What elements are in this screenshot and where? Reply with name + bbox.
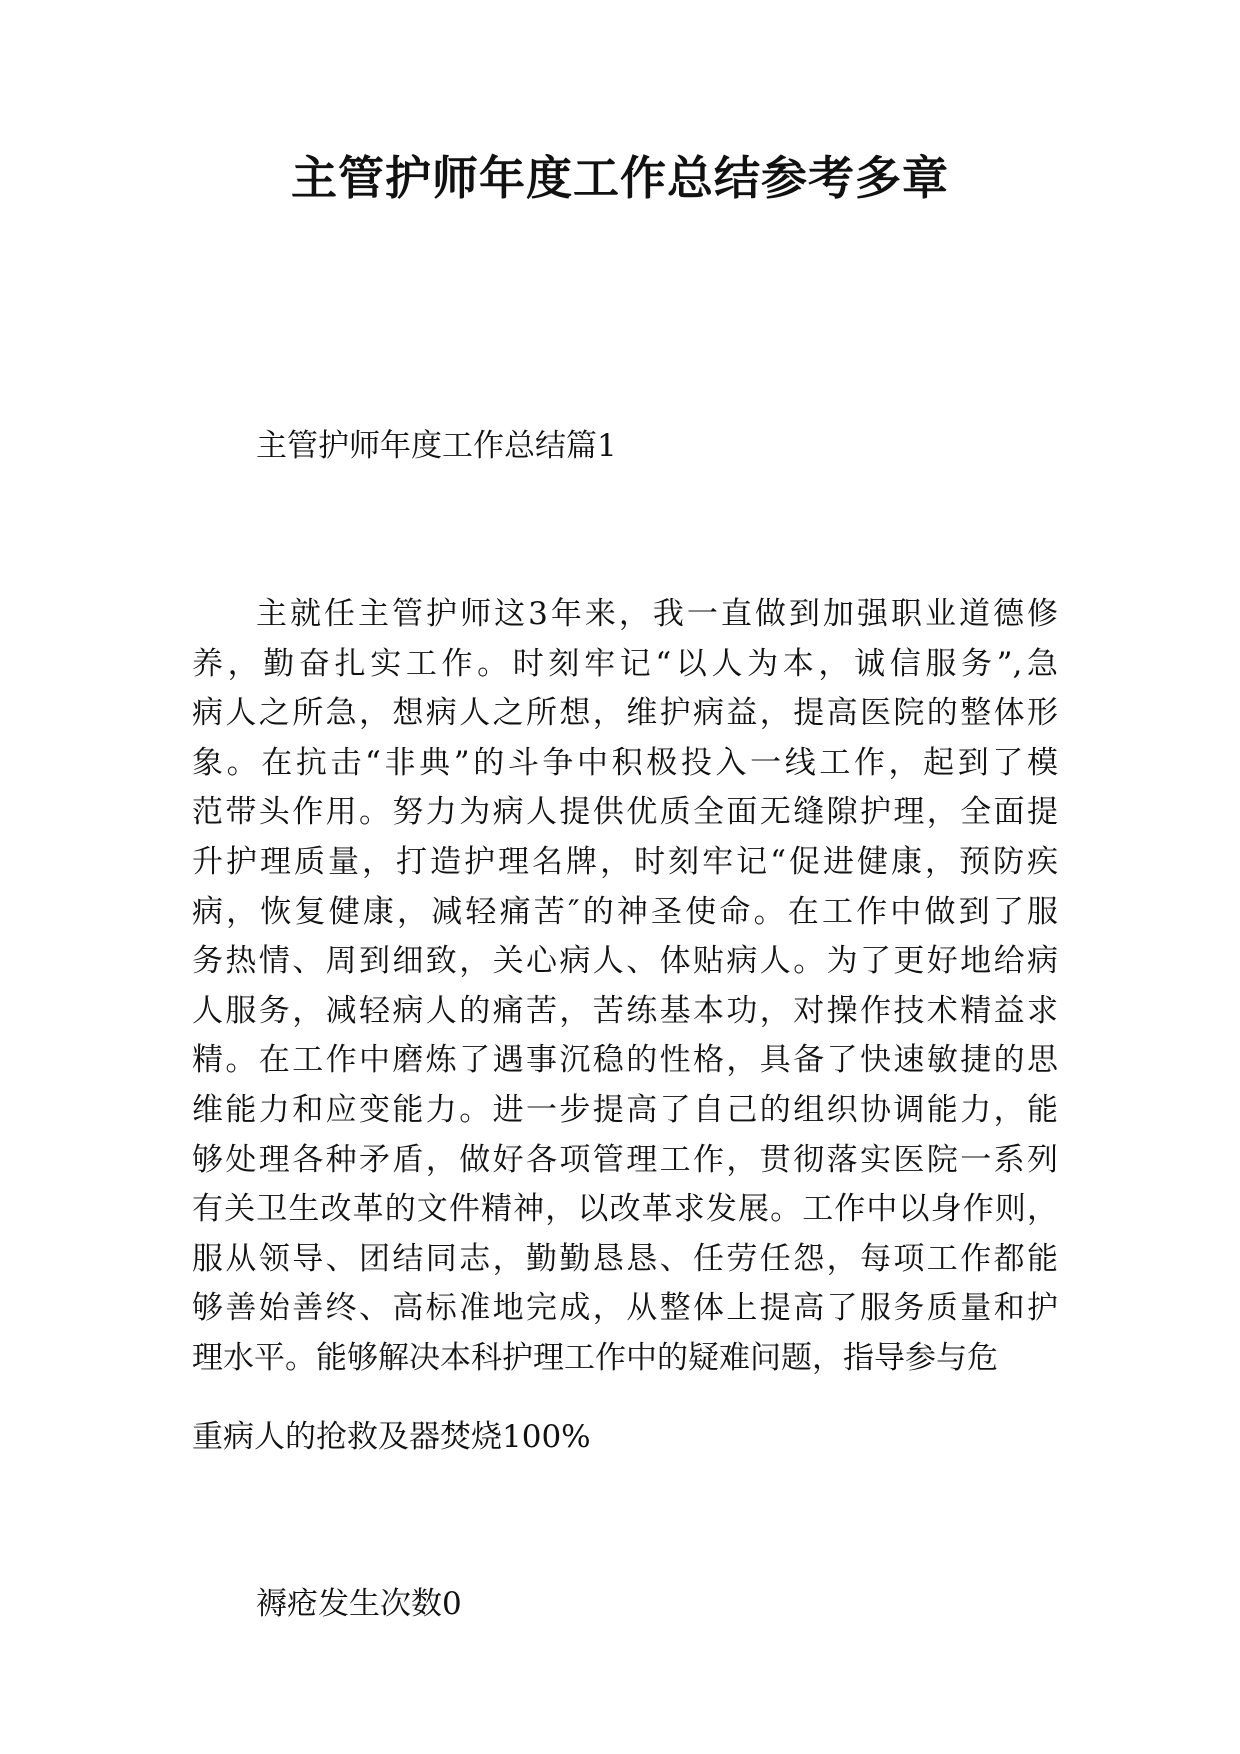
document-title: 主管护师年度工作总结参考多章 xyxy=(291,151,949,205)
paragraph-line: 象。在抗击“非典”的斗争中积极投入一线工作，起到了模 xyxy=(192,744,1058,781)
paragraph-line: 够处理各种矛盾，做好各项管理工作，贯彻落实医院一系列 xyxy=(192,1141,1058,1178)
paragraph-line: 人服务，减轻病人的痛苦，苦练基本功，对操作技术精益求 xyxy=(192,992,1058,1029)
paragraph-line: 升护理质量，打造护理名牌，时刻牢记“促进健康，预防疾 xyxy=(192,843,1058,880)
section-heading: 主管护师年度工作总结篇1 xyxy=(256,428,617,464)
paragraph-line: 有关卫生改革的文件精神，以改革求发展。工作中以身作则， xyxy=(192,1191,1058,1228)
paragraph-line: 病，恢复健康，减轻痛苦″的神圣使命。在工作中做到了服 xyxy=(192,893,1058,930)
paragraph-line: 精。在工作中磨炼了遇事沉稳的性格，具备了快速敏捷的思 xyxy=(192,1042,1058,1079)
paragraph-line: 养，勤奋扎实工作。时刻牢记“以人为本，诚信服务”,急 xyxy=(192,645,1058,682)
paragraph-line: 服从领导、团结同志，勤勤恳恳、任劳任怨，每项工作都能 xyxy=(192,1240,1058,1277)
paragraph-line: 病人之所急，想病人之所想，维护病益，提高医院的整体形 xyxy=(192,695,1058,732)
body-paragraph xyxy=(192,590,1058,1384)
paragraph-line: 理水平。能够解决本科护理工作中的疑难问题，指导参与危 xyxy=(192,1339,998,1376)
paragraph-line: 务热情、周到细致，关心病人、体贴病人。为了更好地给病 xyxy=(192,943,1058,980)
paragraph-line: 维能力和应变能力。进一步提高了自己的组织协调能力，能 xyxy=(192,1091,1058,1128)
continuation-line: 重病人的抢救及器焚烧100% xyxy=(192,1419,591,1455)
paragraph-line: 范带头作用。努力为病人提供优质全面无缝隙护理，全面提 xyxy=(192,794,1058,831)
stat-line: 褥疮发生次数0 xyxy=(256,1586,462,1622)
paragraph-line: 主就任主管护师这3年来，我一直做到加强职业道德修 xyxy=(256,596,1058,632)
paragraph-line: 够善始善终、高标准地完成，从整体上提高了服务质量和护 xyxy=(192,1290,1058,1327)
